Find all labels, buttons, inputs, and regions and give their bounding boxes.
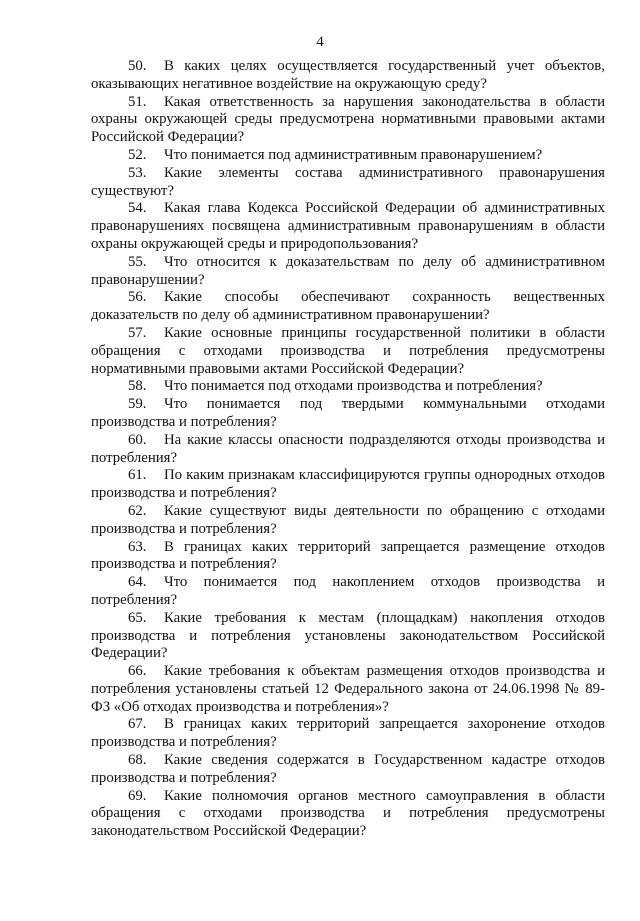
question-text: Какая ответственность за нарушения законодательства в области охраны окружающей среды предусмотрена нормативными правовыми актами Российской Федерации? xyxy=(91,93,605,146)
question-text: Какие основные принципы государственной политики в области обращения с отходами производства и потребления предусмотрены нормативными правовыми актами Российской Федерации? xyxy=(91,324,605,377)
question-text: Что понимается под твердыми коммунальными отходами производства и потребления? xyxy=(91,396,605,430)
question-text: В границах каких территорий запрещается захоронение отходов производства и потребления? xyxy=(91,716,605,751)
question-number: 54. xyxy=(128,200,147,217)
question-text: Какие сведения содержатся в Государственном кадастре отходов производства и потребления? xyxy=(91,752,605,786)
question-number: 69. xyxy=(128,787,147,804)
question-number: 56. xyxy=(128,289,147,306)
question-text: Что понимается под административным правонарушением? xyxy=(164,146,543,163)
question-number: 51. xyxy=(128,93,147,110)
question-item xyxy=(91,716,605,752)
question-item xyxy=(91,58,605,94)
question-text: Что понимается под накоплением отходов производства и потребления? xyxy=(91,574,605,608)
question-item xyxy=(91,396,605,432)
question-number: 66. xyxy=(128,663,147,680)
question-number: 57. xyxy=(128,324,147,341)
question-item xyxy=(91,94,605,147)
question-number: 59. xyxy=(128,396,147,413)
question-item xyxy=(91,752,605,788)
question-number: 62. xyxy=(128,502,147,519)
question-text: Какие требования к объектам размещения отходов производства и потребления установлены статьей 12 Федерального закона от 24.06.1998 № 89-ФЗ «Об отходах производства и потребления»? xyxy=(91,663,605,715)
question-text: Какие способы обеспечивают сохранность вещественных доказательств по делу об административном правонарушении? xyxy=(91,289,605,324)
question-item xyxy=(91,610,605,663)
question-text: По каким признакам классифицируются группы однородных отходов производства и потребления? xyxy=(91,467,605,502)
question-number: 61. xyxy=(128,467,147,484)
question-text: В границах каких территорий запрещается размещение отходов производства и потребления? xyxy=(91,538,605,573)
question-number: 67. xyxy=(128,716,147,733)
question-text: Какая глава Кодекса Российской Федерации об административных правонарушениях посвящена административным правонарушениям в области охраны окружающей среды и природопользования? xyxy=(91,200,605,252)
question-item xyxy=(91,574,605,610)
question-item xyxy=(91,539,605,575)
question-text: Какие элементы состава административного правонарушения существуют? xyxy=(91,164,605,199)
question-text: Какие существуют виды деятельности по обращению с отходами производства и потребления? xyxy=(91,502,605,537)
question-number: 63. xyxy=(128,538,147,555)
question-text: Какие полномочия органов местного самоуправления в области обращения с отходами производства и потребления предусмотрены законодательством Российской Федерации? xyxy=(91,787,605,840)
question-item xyxy=(91,663,605,716)
question-number: 53. xyxy=(128,164,147,181)
question-text: Что понимается под отходами производства и потребления? xyxy=(164,378,543,395)
question-item xyxy=(91,254,605,290)
question-item xyxy=(91,289,605,325)
question-number: 60. xyxy=(128,431,147,448)
question-number: 52. xyxy=(128,146,147,163)
question-item xyxy=(91,378,605,396)
question-text: В каких целях осуществляется государственный учет объектов, оказывающих негативное воздействие на окружающую среду? xyxy=(91,58,605,92)
question-number: 50. xyxy=(128,58,147,74)
question-number: 64. xyxy=(128,574,147,591)
question-item xyxy=(91,325,605,378)
question-text: На какие классы опасности подразделяются отходы производства и потребления? xyxy=(91,431,605,466)
question-item xyxy=(91,788,605,841)
question-item xyxy=(91,200,605,253)
question-item xyxy=(91,147,605,165)
page-number: 4 xyxy=(316,34,324,50)
question-number: 58. xyxy=(128,378,147,395)
question-number: 55. xyxy=(128,253,147,270)
question-item xyxy=(91,503,605,539)
question-item xyxy=(91,165,605,201)
question-text: Что относится к доказательствам по делу об административном правонарушении? xyxy=(91,253,605,288)
question-item xyxy=(91,432,605,468)
question-text: Какие требования к местам (площадкам) накопления отходов производства и потребления установлены законодательством Российской Федерации? xyxy=(91,609,605,662)
question-item xyxy=(91,467,605,503)
question-list xyxy=(91,58,605,841)
question-number: 68. xyxy=(128,752,147,769)
question-number: 65. xyxy=(128,609,147,626)
